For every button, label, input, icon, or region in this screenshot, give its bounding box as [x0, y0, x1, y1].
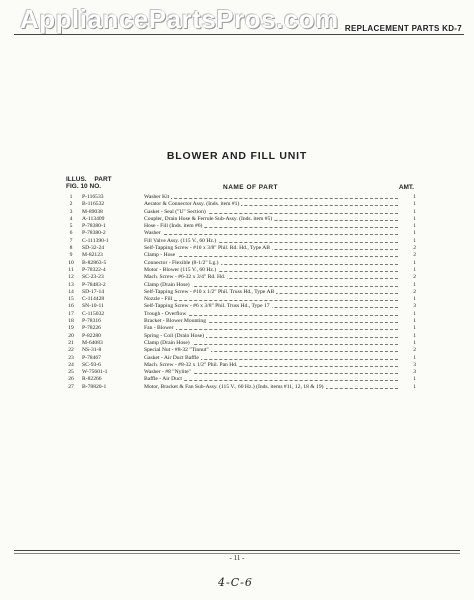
part-amount: 1: [413, 318, 416, 325]
part-number: B-78820-1: [82, 383, 107, 390]
part-number: SD-17-14: [82, 288, 105, 295]
table-row: [60, 194, 416, 201]
part-amount: 1: [413, 230, 416, 237]
part-number: P-116533: [82, 194, 104, 200]
row-number: 2: [69, 201, 73, 208]
row-number: 7: [69, 237, 73, 244]
part-amount: 1: [413, 281, 416, 288]
part-description: Clamp - Hose: [144, 252, 402, 259]
part-description: Connector - Flexible (8-1/2" Lg.): [144, 260, 402, 267]
part-description: Aerator & Connector Assy. (Inds. item #1): [144, 201, 402, 208]
part-amount: 2: [413, 288, 416, 295]
row-number: 12: [68, 274, 74, 281]
table-row: [60, 318, 416, 325]
part-description: Trough - Overflow: [144, 311, 402, 318]
part-amount: 1: [413, 208, 416, 215]
row-number: 16: [68, 303, 74, 310]
part-number: R-82266: [82, 376, 102, 383]
part-number: C-114428: [82, 296, 105, 303]
row-number: 18: [68, 318, 74, 325]
part-amount: 1: [413, 376, 416, 383]
table-row: [60, 282, 416, 289]
part-number: P-78467: [82, 354, 101, 361]
table-row: [60, 238, 416, 245]
part-description: Special Nut - #8-32 "Tinnut": [144, 347, 402, 354]
row-number: 22: [68, 347, 74, 354]
part-amount: 1: [413, 310, 416, 317]
row-number: 3: [69, 208, 73, 215]
table-row: [60, 369, 416, 376]
row-number: 6: [69, 230, 73, 237]
part-description: Motor, Bracket & Fan Sub-Assy. (115 V., 60 Hz.) (Inds. items #11, 12, 18 & 19): [144, 384, 402, 391]
part-number: SC-23-23: [82, 274, 104, 281]
part-number: P-78226: [82, 325, 101, 332]
column-header-illus: ILLUS. PART FIG. 10 NO.: [66, 176, 112, 190]
part-number: SN-10-11: [82, 303, 104, 310]
part-description: Motor - Blower (115 V., 60 Hz.): [144, 267, 402, 274]
part-amount: 1: [413, 215, 416, 222]
part-amount: 3: [413, 303, 416, 310]
row-number: 20: [68, 332, 74, 339]
header-title: REPLACEMENT PARTS KD-7: [344, 24, 462, 33]
row-number: 10: [68, 259, 74, 266]
table-row: [60, 223, 416, 230]
part-number: SC-93-6: [82, 361, 101, 368]
bottom-divider: [14, 550, 460, 551]
part-number: P-82280: [82, 332, 101, 339]
section-title: BLOWER AND FILL UNIT: [166, 150, 308, 162]
part-description: Mach. Screw - #8-32 x 1/2" Phil. Pan Hd.: [144, 362, 402, 369]
part-amount: 3: [413, 369, 416, 376]
part-amount: 1: [413, 201, 416, 208]
row-number: 27: [68, 383, 74, 390]
row-number: 25: [68, 369, 74, 376]
part-number: W-75601-1: [82, 369, 108, 376]
part-amount: 1: [413, 194, 416, 200]
part-amount: 2: [413, 274, 416, 281]
row-number: 19: [68, 325, 74, 332]
column-header-amt: AMT.: [398, 184, 414, 191]
part-number: P-78322-4: [82, 266, 106, 273]
part-amount: 1: [413, 332, 416, 339]
part-description: Self-Tapping Screw - #6 x 3/8" Phil. Truss Hd., Type 17: [144, 303, 402, 310]
parts-list: [60, 194, 416, 391]
part-amount: 1: [413, 354, 416, 361]
table-row: [60, 296, 416, 303]
part-description: Gasket - Air Duct Baffle: [144, 355, 402, 362]
row-number: 26: [68, 376, 74, 383]
table-row: [60, 216, 416, 223]
part-amount: 1: [413, 223, 416, 230]
part-number: P-78483-2: [82, 281, 106, 288]
table-row: [60, 303, 416, 310]
part-description: Nozzle - Fill: [144, 296, 402, 303]
row-number: 8: [69, 245, 73, 252]
part-amount: 1: [413, 339, 416, 346]
part-amount: 2: [413, 252, 416, 259]
table-row: [60, 289, 416, 296]
part-description: Gasket - Seal ("U" Section): [144, 209, 402, 216]
table-row: [60, 333, 416, 340]
part-description: Clamp (Drain Hose): [144, 340, 402, 347]
part-description: Hose - Fill (Inds. item #6): [144, 223, 402, 230]
part-amount: 1: [413, 296, 416, 303]
part-number: C-111390-1: [82, 237, 109, 244]
table-row: [60, 362, 416, 369]
part-description: Washer Kit: [144, 194, 402, 201]
part-amount: 2: [413, 347, 416, 354]
part-amount: 1: [413, 325, 416, 332]
row-number: 14: [68, 288, 74, 295]
top-divider: [14, 34, 464, 35]
table-row: [60, 340, 416, 347]
part-amount: 1: [413, 383, 416, 390]
row-number: 17: [68, 310, 74, 317]
part-amount: 1: [413, 259, 416, 266]
table-row: [60, 201, 416, 208]
part-description: Self-Tapping Screw - #10 x 1/2" Phil. Truss Hd., Type AB: [144, 289, 402, 296]
row-number: 15: [68, 296, 74, 303]
part-number: B-82863-5: [82, 259, 107, 266]
row-number: 9: [69, 252, 73, 259]
part-amount: 3: [413, 361, 416, 368]
part-amount: 2: [413, 245, 416, 252]
row-number: 13: [68, 281, 74, 288]
part-number: C-115032: [82, 310, 105, 317]
table-row: [60, 347, 416, 354]
part-description: Fill Valve Assy. (115 V., 60 Hz.): [144, 238, 402, 245]
part-number: M-89038: [82, 208, 103, 215]
part-description: Washer - #8 "Nylite": [144, 369, 402, 376]
part-number: P-78316: [82, 318, 101, 325]
row-number: 21: [68, 339, 74, 346]
part-number: M-82123: [82, 252, 103, 259]
table-row: [60, 230, 416, 237]
row-number: 11: [68, 266, 74, 273]
part-number: A-113409: [82, 215, 105, 222]
part-description: Washer: [144, 230, 402, 237]
part-number: NS-31-8: [82, 347, 102, 354]
row-number: 1: [69, 194, 73, 200]
part-description: Fan - Blower: [144, 325, 402, 332]
column-header-name: NAME OF PART: [223, 184, 278, 191]
table-row: [60, 252, 416, 259]
page-number: - 11 -: [229, 554, 245, 562]
table-row: [60, 260, 416, 267]
part-number: M-64083: [82, 339, 103, 346]
table-row: [60, 311, 416, 318]
part-description: Baffle - Air Duct: [144, 376, 402, 383]
part-number: B-116532: [82, 201, 105, 208]
table-row: [60, 384, 416, 391]
part-description: Self-Tapping Screw - #10 x 3/8" Phil. Rd. Hd., Type AB: [144, 245, 402, 252]
row-number: 23: [68, 354, 74, 361]
part-description: Spring - Coil (Drain Hose): [144, 333, 402, 340]
row-number: 4: [69, 215, 73, 222]
row-number: 24: [68, 361, 74, 368]
table-row: [60, 245, 416, 252]
part-amount: 1: [413, 266, 416, 273]
table-row: [60, 209, 416, 216]
part-number: P-78380-1: [82, 223, 106, 230]
table-row: [60, 325, 416, 332]
table-row: [60, 355, 416, 362]
table-row: [60, 376, 416, 383]
part-number: P-78380-2: [82, 230, 106, 237]
watermark-logo: AppliancePartsPros.com: [20, 4, 339, 34]
row-number: 5: [69, 223, 73, 230]
part-description: Mach. Screw - #6-32 x 3/4" Rd. Hd.: [144, 274, 402, 281]
part-number: SD-32-24: [82, 245, 105, 252]
part-description: Coupler, Drain Hose & Ferrule Sub-Assy. (Inds. item #5): [144, 216, 402, 223]
table-row: [60, 274, 416, 281]
handwritten-note: 4-C-6: [218, 576, 253, 589]
part-description: Bracket - Blower Mounting: [144, 318, 402, 325]
part-description: Clamp (Drain Hose): [144, 282, 402, 289]
table-row: [60, 267, 416, 274]
part-amount: 1: [413, 237, 416, 244]
